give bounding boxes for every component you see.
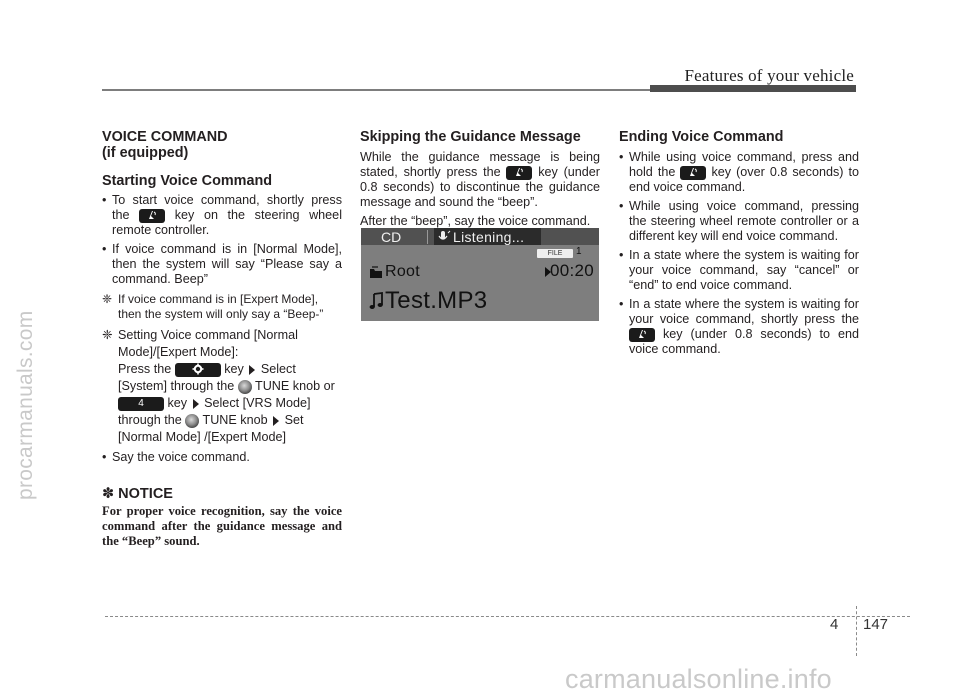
list-item: • To start voice command, shortly press the key on the steering wheel remote controller. (102, 193, 342, 237)
notice-body: For proper voice recognition, say the voice command after the guidance message and the “Beep” sound. (102, 504, 342, 548)
heading-starting-voice-command: Starting Voice Command (102, 173, 273, 189)
display-song-title: Test.MP3 (385, 287, 488, 314)
chapter-number: 4 (830, 616, 839, 633)
page-number: 147 (863, 616, 889, 633)
column-2 (360, 129, 600, 229)
arrow-right-icon (193, 399, 199, 409)
display-status: Listening... (453, 229, 525, 245)
column-1 (102, 129, 342, 549)
heading-skipping-guidance: Skipping the Guidance Message (360, 129, 581, 145)
watermark-bottom: carmanualsonline.info (565, 664, 832, 694)
heading-ending-voice-command: Ending Voice Command (619, 129, 784, 145)
voice-talk-icon (506, 166, 532, 180)
folder-icon (369, 266, 383, 279)
notice-title: ✽ NOTICE (102, 486, 173, 502)
gear-icon (175, 363, 221, 377)
audio-display-screen (361, 228, 599, 321)
section-title-voice-command: VOICE COMMAND (102, 129, 228, 145)
list-item: • While using voice command, pressing the steering wheel remote controller or a different key will end voice command. (619, 199, 859, 243)
display-file-number: 1 (576, 246, 582, 257)
knob-icon (185, 414, 199, 428)
microphone-icon (438, 230, 451, 243)
display-divider (427, 230, 428, 244)
paragraph-after-beep: After the “beep”, say the voice command. (360, 214, 591, 228)
column-3 (619, 129, 859, 357)
display-folder: Root (385, 263, 420, 280)
watermark-left: procarmanuals.com (14, 310, 37, 500)
list-item: • In a state where the system is waiting for your voice command, shortly press the key (under 0.8 seconds) to end voice command. (619, 297, 859, 356)
arrow-right-icon (273, 416, 279, 426)
paragraph-skip: While the guidance message is being stated, shortly press the key (under 0.8 seconds) to discontinue the guidance message and sound the “beep”. (360, 150, 600, 209)
list-item: • While using voice command, press and hold the key (over 0.8 seconds) to end voice command. (619, 150, 860, 194)
voice-talk-icon (139, 209, 165, 223)
reference-note-setting: ❈ Setting Voice command [Normal Mode]/[Expert Mode]: Press the key Select [System] through the TUNE knob or 4 key Select [VRS Mode] through the TUNE knob Set [Normal Mode] /[Expert Mode] (102, 328, 335, 444)
header-title: Features of your vehicle (684, 66, 854, 85)
list-item: • Say the voice command. (102, 450, 250, 464)
knob-icon (238, 380, 252, 394)
display-source: CD (381, 229, 402, 245)
preset-key-4: 4 (118, 397, 164, 411)
header-accent-bar (650, 85, 856, 92)
display-file-label: FILE (537, 249, 573, 258)
music-note-icon (369, 292, 384, 310)
section-subtitle-if-equipped: (if equipped) (102, 145, 189, 161)
reference-note: ❈ If voice command is in [Expert Mode], then the system will only say a “Beep-” (102, 292, 324, 321)
list-item: • In a state where the system is waiting for your voice command, say “cancel” or “end” to end voice command. (619, 248, 859, 292)
voice-talk-icon (629, 328, 655, 342)
list-item: • If voice command is in [Normal Mode], then the system will say “Please say a command. Beep” (102, 242, 342, 286)
header-rule (102, 89, 652, 91)
footer-rule (105, 616, 910, 617)
arrow-right-icon (249, 365, 255, 375)
display-time: 00:20 (550, 261, 595, 280)
voice-talk-icon (680, 166, 706, 180)
footer-divider (856, 606, 857, 656)
